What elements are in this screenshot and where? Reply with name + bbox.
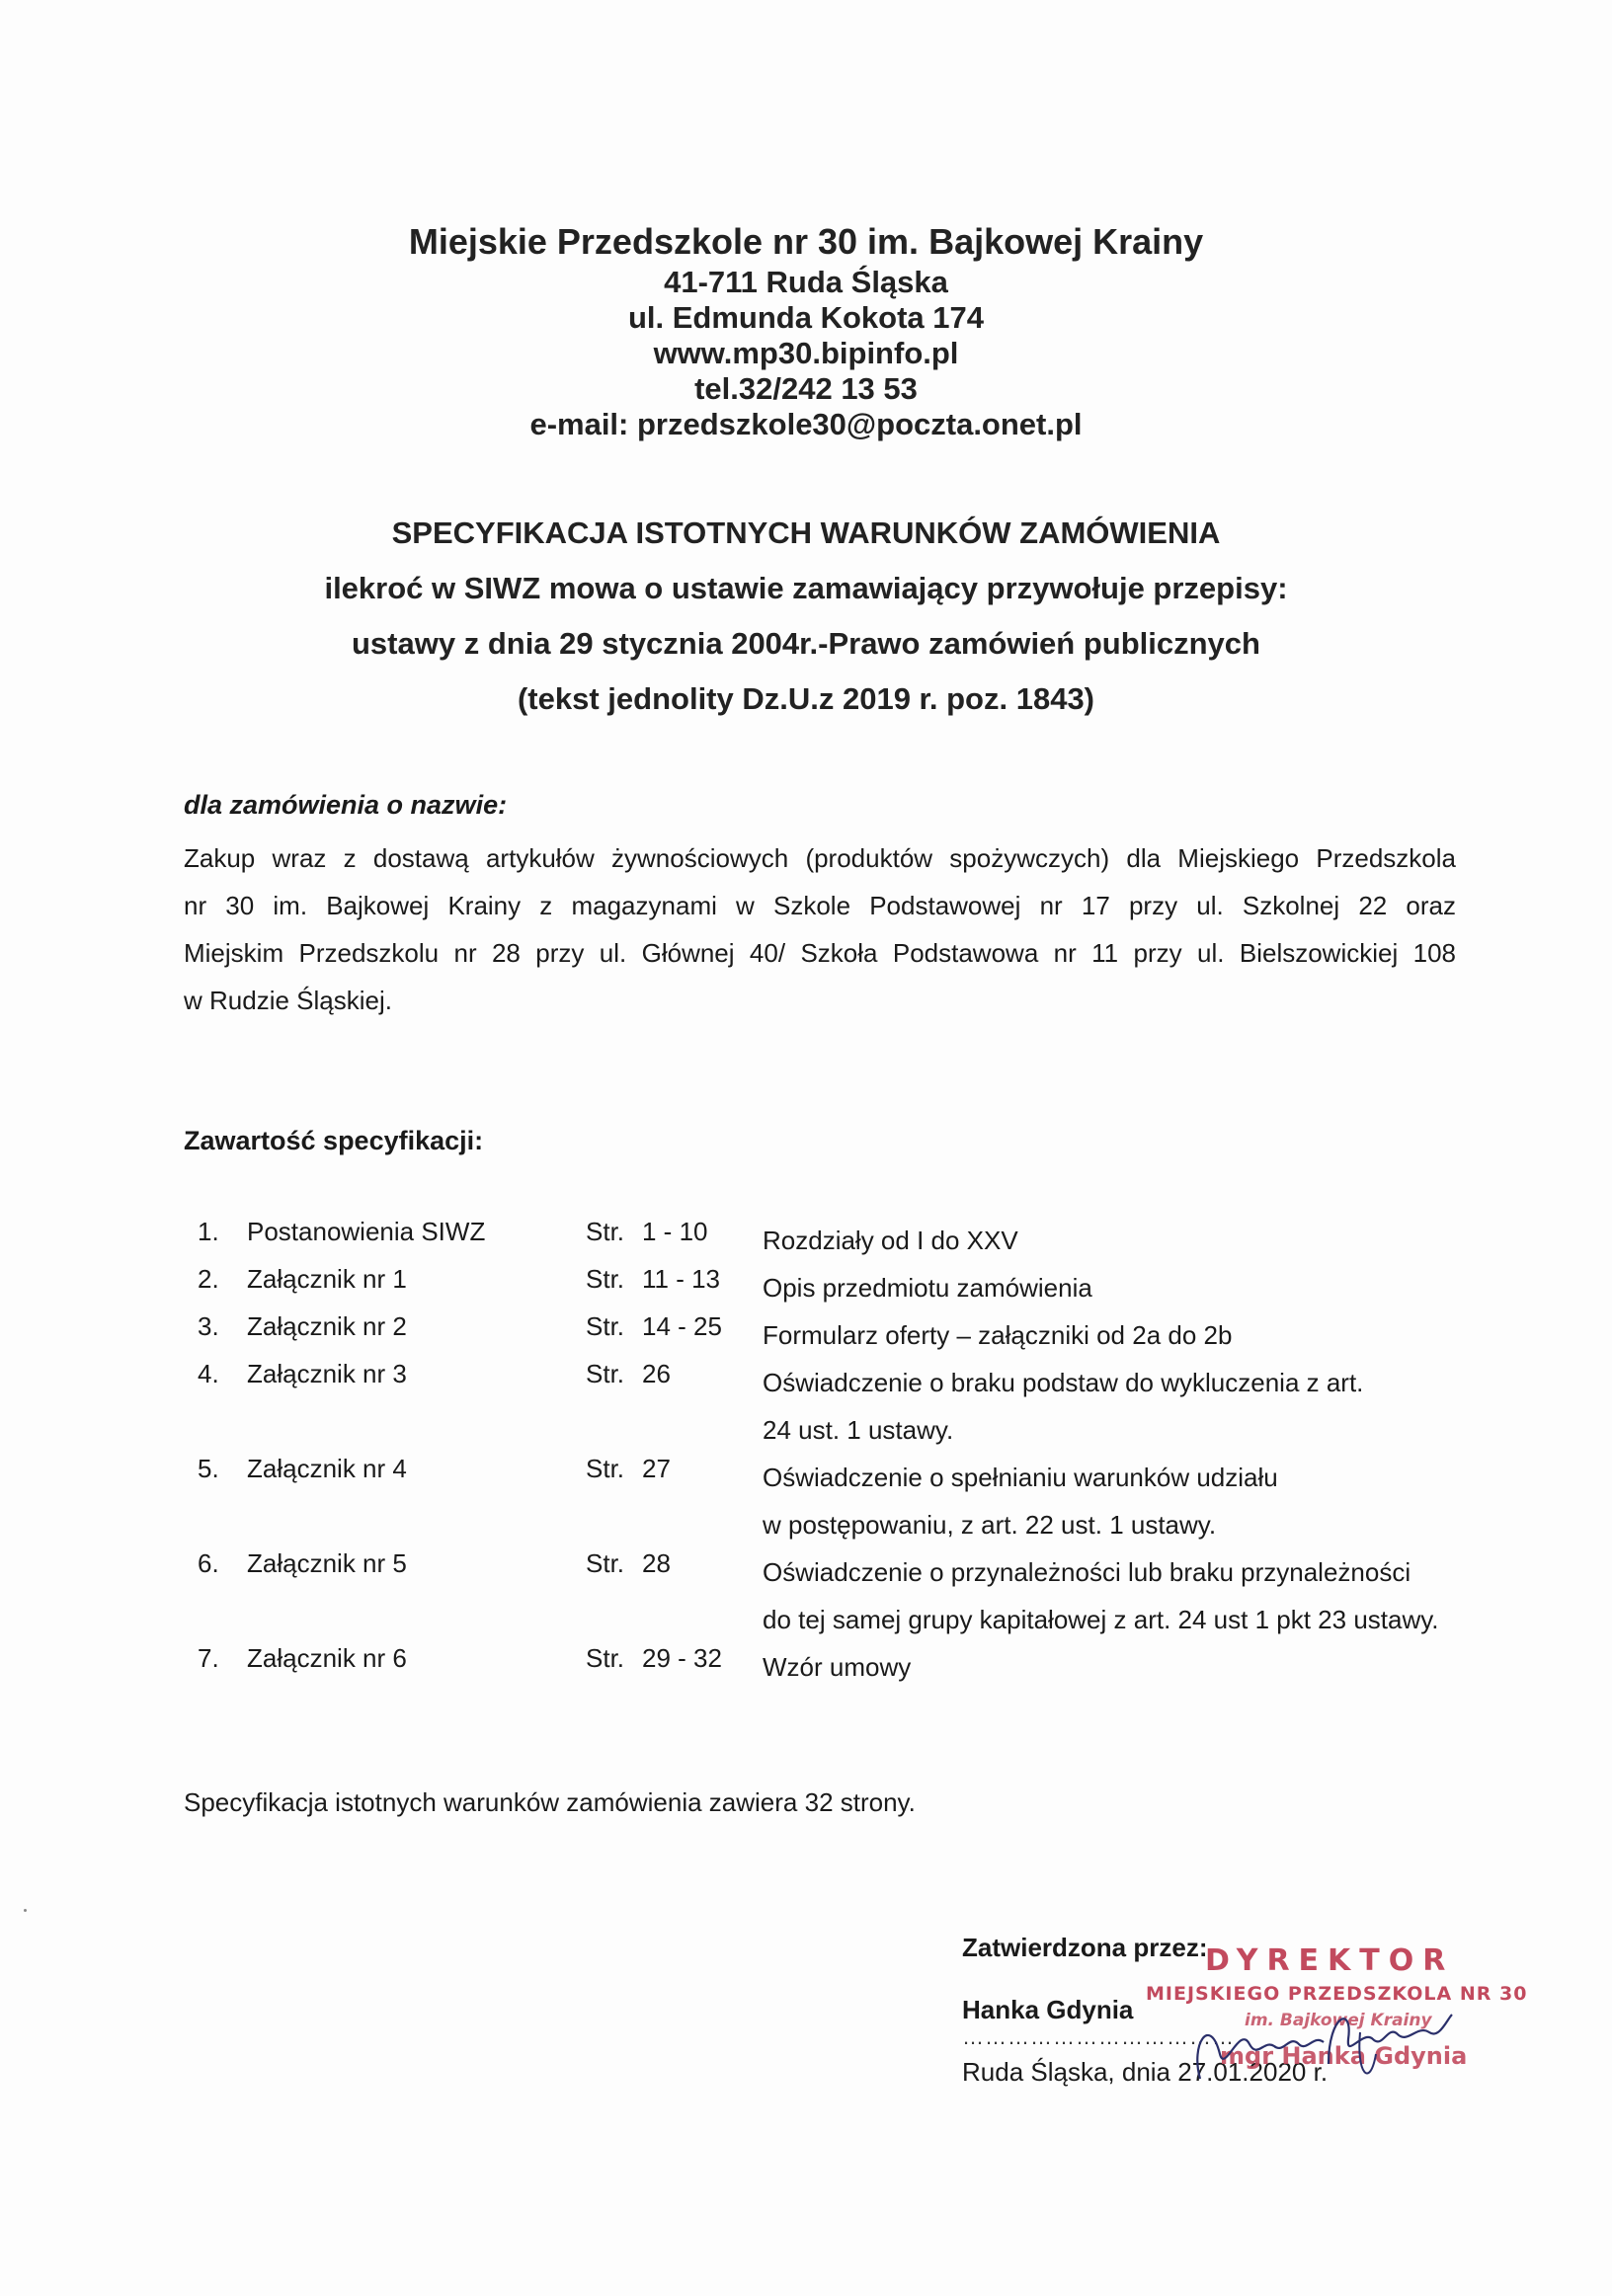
item-page-label: Str.: [586, 1643, 625, 1673]
stamp-line-2: im. Bajkowej Krainy: [1245, 2011, 1432, 2030]
item-number: 6.: [198, 1548, 219, 1578]
contents-item: [0, 1264, 1612, 1311]
item-description-line: Rozdziały od I do XXV: [763, 1226, 1018, 1255]
item-description-line: Formularz oferty – załączniki od 2a do 2b: [763, 1320, 1233, 1350]
item-name: Załącznik nr 6: [247, 1643, 407, 1673]
signature-line: ………………………………: [962, 2024, 1235, 2049]
contents-list: [0, 1217, 1612, 1691]
item-name: Załącznik nr 2: [247, 1311, 407, 1341]
item-name: Załącznik nr 5: [247, 1548, 407, 1578]
item-description-line: Wzór umowy: [763, 1652, 912, 1682]
stamp-line-3: mgr Hanka Gdynia: [1220, 2042, 1468, 2070]
item-number: 2.: [198, 1264, 219, 1294]
item-number: 4.: [198, 1359, 219, 1388]
item-page-label: Str.: [586, 1264, 625, 1294]
item-page-label: Str.: [586, 1217, 625, 1246]
contents-title: Zawartość specyfikacji:: [184, 1126, 484, 1155]
title-line-2: ilekroć w SIWZ mowa o ustawie zamawiający przywołuje przepisy:: [324, 571, 1288, 605]
item-name: Załącznik nr 3: [247, 1359, 407, 1388]
item-page-label: Str.: [586, 1311, 625, 1341]
item-description-line: Oświadczenie o przynależności lub braku przynależności: [763, 1557, 1411, 1587]
stamp-line-1: MIEJSKIEGO PRZEDSZKOLA NR 30: [1146, 1983, 1528, 2005]
item-page-label: Str.: [586, 1454, 625, 1483]
school-postal: 41-711 Ruda Śląska: [664, 265, 948, 299]
item-description-line: Oświadczenie o spełnianiu warunków udziału: [763, 1463, 1278, 1492]
item-number: 5.: [198, 1454, 219, 1483]
order-line: nr 30 im. Bajkowej Krainy z magazynami w Szkole Podstawowej nr 17 przy ul. Szkolnej 22 oraz: [184, 891, 1456, 920]
item-description-line: w postępowaniu, z art. 22 ust. 1 ustawy.: [763, 1510, 1217, 1540]
page-count-summary: Specyfikacja istotnych warunków zamówienia zawiera 32 strony.: [184, 1787, 916, 1817]
stamp-title: DYREKTOR: [1205, 1943, 1455, 1978]
item-name: Załącznik nr 4: [247, 1454, 407, 1483]
item-name: Załącznik nr 1: [247, 1264, 407, 1294]
item-pages: 28: [642, 1548, 671, 1578]
order-line: w Rudzie Śląskiej.: [184, 986, 392, 1015]
school-street: ul. Edmunda Kokota 174: [627, 300, 984, 335]
handwritten-signature: [1180, 1985, 1457, 2094]
order-line: Miejskim Przedszkolu nr 28 przy ul. Głównej 40/ Szkoła Podstawowa nr 11 przy ul. Bielszowickiej 108: [184, 938, 1456, 968]
item-pages: 1 - 10: [642, 1217, 708, 1246]
item-page-label: Str.: [586, 1548, 625, 1578]
item-description-line: 24 ust. 1 ustawy.: [763, 1415, 954, 1445]
item-description: [763, 1548, 1513, 1643]
item-description: [763, 1643, 1513, 1691]
item-description: [763, 1217, 1513, 1264]
title-line-1: SPECYFIKACJA ISTOTNYCH WARUNKÓW ZAMÓWIENIA: [391, 515, 1221, 550]
item-description-line: do tej samej grupy kapitałowej z art. 24 ust 1 pkt 23 ustawy.: [763, 1605, 1439, 1634]
place-and-date: Ruda Śląska, dnia 27.01.2020 r.: [962, 2057, 1329, 2087]
order-line: Zakup wraz z dostawą artykułów żywnościowych (produktów spożywczych) dla Miejskiego Przedszkola: [184, 843, 1456, 873]
item-number: 7.: [198, 1643, 219, 1673]
item-description: [763, 1311, 1513, 1359]
item-number: 1.: [198, 1217, 219, 1246]
item-description-line: Oświadczenie o braku podstaw do wykluczenia z art.: [763, 1368, 1364, 1397]
item-pages: 14 - 25: [642, 1311, 722, 1341]
item-page-label: Str.: [586, 1359, 625, 1388]
item-description: [763, 1454, 1513, 1548]
contents-item: [0, 1454, 1612, 1548]
item-pages: 27: [642, 1454, 671, 1483]
item-pages: 11 - 13: [642, 1264, 721, 1294]
approval-label: Zatwierdzona przez:: [962, 1933, 1208, 1962]
title-line-4: (tekst jednolity Dz.U.z 2019 r. poz. 1843): [517, 681, 1095, 716]
contents-item: [0, 1643, 1612, 1691]
document-title: [0, 506, 1612, 727]
school-phone: tel.32/242 13 53: [694, 371, 918, 406]
school-email: e-mail: przedszkole30@poczta.onet.pl: [529, 407, 1083, 441]
scan-speck: [24, 1909, 27, 1912]
item-name: Postanowienia SIWZ: [247, 1217, 486, 1246]
item-pages: 26: [642, 1359, 671, 1388]
school-name: Miejskie Przedszkole nr 30 im. Bajkowej Krainy: [408, 221, 1204, 262]
approver-name: Hanka Gdynia: [962, 1995, 1134, 2024]
school-header: [0, 219, 1612, 442]
order-label: dla zamówienia o nazwie:: [184, 790, 508, 820]
contents-item: [0, 1359, 1612, 1454]
contents-item: [0, 1548, 1612, 1643]
item-description: [763, 1264, 1513, 1311]
item-pages: 29 - 32: [642, 1643, 722, 1673]
item-number: 3.: [198, 1311, 219, 1341]
title-line-3: ustawy z dnia 29 stycznia 2004r.-Prawo zamówień publicznych: [352, 626, 1260, 661]
item-description: [763, 1359, 1513, 1454]
contents-item: [0, 1311, 1612, 1359]
school-website: www.mp30.bipinfo.pl: [653, 336, 959, 370]
order-description: [184, 834, 1456, 1024]
item-description-line: Opis przedmiotu zamówienia: [763, 1273, 1092, 1303]
contents-item: [0, 1217, 1612, 1264]
